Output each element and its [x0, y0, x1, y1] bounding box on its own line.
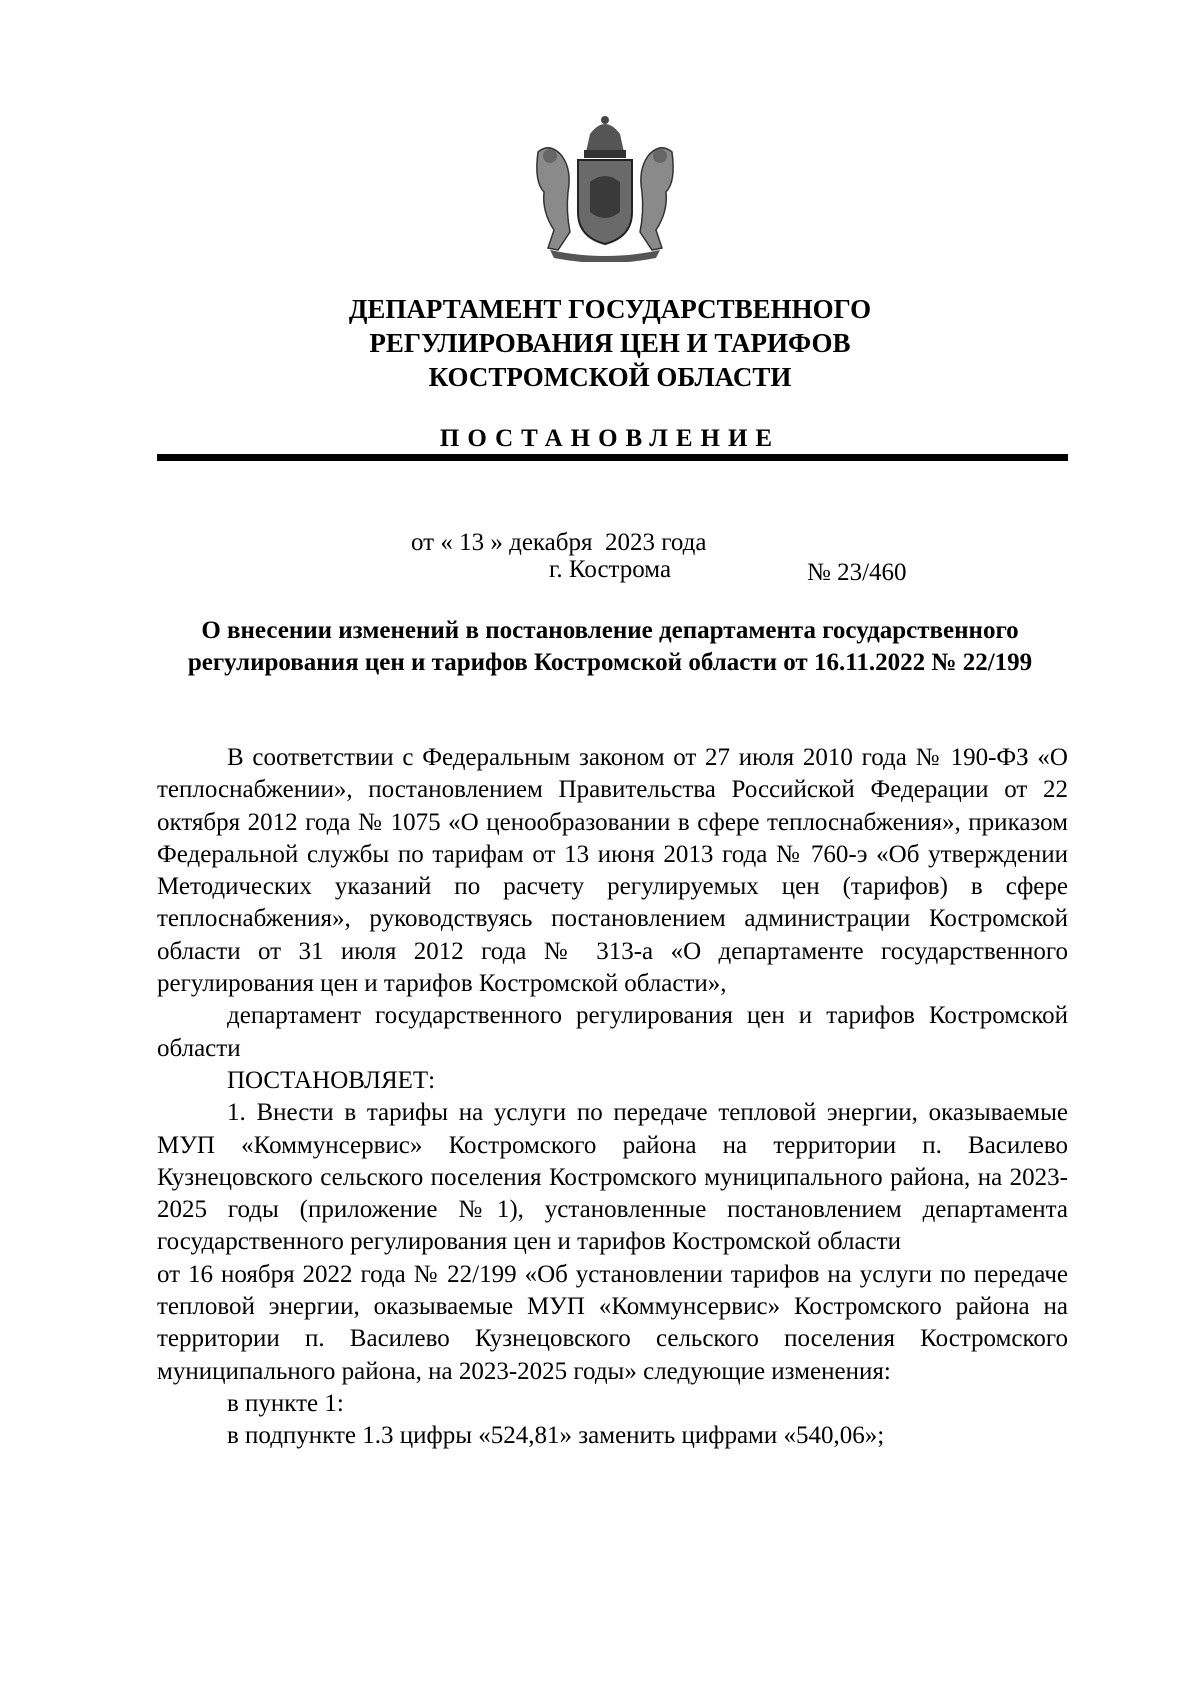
coat-of-arms-icon — [520, 112, 690, 262]
document-city: г. Кострома — [548, 556, 672, 583]
resolves-heading: ПОСТАНОВЛЯЕТ: — [227, 1066, 436, 1094]
header-divider — [157, 454, 1068, 461]
organization-line-2: РЕГУЛИРОВАНИЯ ЦЕН И ТАРИФОВ — [369, 328, 851, 358]
document-subject — [150, 615, 1070, 679]
subpoint-change: в подпункте 1.3 цифры «524,81» заменить цифрами «540,06»; — [227, 1422, 885, 1450]
document-type: ПОСТАНОВЛЕНИЕ — [439, 425, 781, 452]
item-1-paragraph: 1. Внести в тарифы на услуги по передаче тепловой энергии, оказываемые МУП «Коммунсервис» Костромского района на территории п. Василево Кузнецовского сельского поселения Костромского муниципального района, на 2023-2025 годы (приложение №1), установленные постановлением департамента государственного регулирования цен и тарифов Костромской области — [157, 1099, 1068, 1256]
subject-line-2: регулирования цен и тарифов Костромской области от 16.11.2022 № 22/199 — [187, 649, 1033, 676]
point-reference: в пункте 1: — [227, 1389, 344, 1417]
preamble-paragraph: В соответствии с Федеральным законом от 27 июля 2010 года № 190-ФЗ «О теплоснабжении», постановлением Правительства Российской Федерации от 22 октября 2012 года № 1075 «О ценообразовании в сфере теплоснабжения», приказом Федеральной службы по тарифам от 13 июня 2013 года № 760-э «Об утверждении Методических указаний по расчету регулируемых цен (тарифов) в сфере теплоснабжения», руководствуясь постановлением администрации Костромской области от 31 июля 2012 года № 313-а «О департаменте государственного регулирования цен и тарифов Костромской области», — [157, 744, 1068, 998]
organization-line-1: ДЕПАРТАМЕНТ ГОСУДАРСТВЕННОГО — [348, 294, 872, 324]
document-number: № 23/460 — [807, 559, 907, 586]
item-1-continuation: от 16 ноября 2022 года № 22/199 «Об установлении тарифов на услуги по передаче тепловой энергии, оказываемые МУП «Коммунсервис» Костромского района на территории п. Василево Кузнецовского сельского поселения Костромского муниципального района, на 2023-2025 годы» следующие изменения: — [157, 1260, 1068, 1385]
document-date: от « 13 » декабря 2023 года — [411, 529, 707, 556]
organization-line-3: КОСТРОМСКОЙ ОБЛАСТИ — [428, 362, 792, 392]
organization-name — [150, 292, 1070, 394]
issuer-paragraph: департамент государственного регулирования цен и тарифов Костромской области — [157, 1002, 1068, 1062]
subject-line-1: О внесении изменений в постановление департамента государственного — [201, 617, 1019, 644]
document-body — [157, 742, 1068, 1453]
